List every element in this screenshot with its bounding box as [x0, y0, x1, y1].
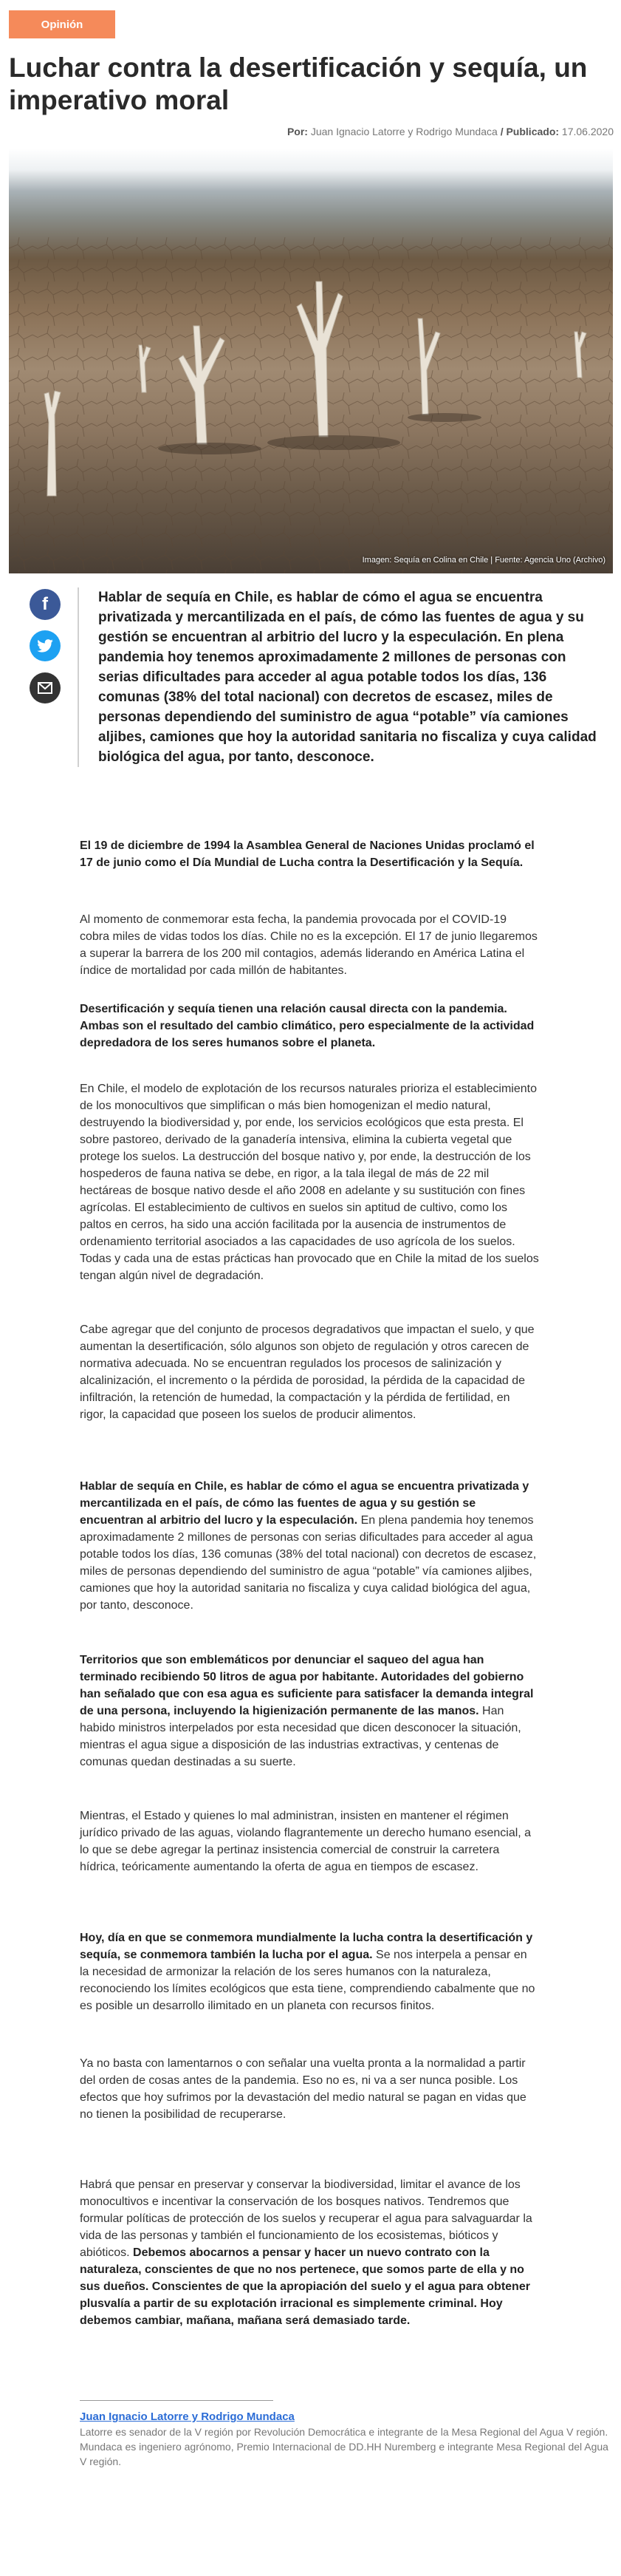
author-bio: Latorre es senador de la V región por Revolución Democrática e integrante de la Mesa Regional del Agua V región. Mundaca es ingeniero agrónomo, Premio Internacional de DD.HH Nuremberg e integrante Mesa Regional del Agua V región.: [80, 2426, 608, 2467]
article-title: Luchar contra la desertificación y sequía, un imperativo moral: [9, 52, 588, 115]
paragraph-3: Desertificación y sequía tienen una relación causal directa con la pandemia. Ambas son el resultado del cambio climático, pero especialmente de la actividad depredadora de los seres humanos sobre el planeta.: [80, 1003, 535, 1049]
byline-separator: /: [500, 126, 504, 137]
paragraph-1: El 19 de diciembre de 1994 la Asamblea General de Naciones Unidas proclamó el 17 de junio como el Día Mundial de Lucha contra la Desertificación y la Sequía.: [80, 839, 535, 869]
paragraph-9-bold: Hoy, día en que se conmemora mundialmente la lucha contra la desertificación y sequía, se conmemora también la lucha por el agua.: [80, 1932, 533, 1961]
paragraph-10: Ya no basta con lamentarnos o con señalar una vuelta pronta a la normalidad a partir del orden de cosas antes de la pandemia. Eso no es, ni va a ser nunca posible. Los efectos que hoy sufrimos por la devastación del medio natural se pagan en vidas que no tienen la posibilidad de recuperarse.: [80, 2057, 526, 2121]
paragraph-9-rest: Se nos interpela a pensar en la necesidad de armonizar la relación de los seres humanos con la naturaleza, reconociendo los límites ecológicos que esta tiene, comprendiendo cabalmente que no es posible un desarrollo ilimitado en un planeta con recursos finitos.: [80, 1949, 535, 2012]
email-icon: [38, 682, 52, 694]
byline: [287, 126, 614, 137]
paragraph-6-bold: Hablar de sequía en Chile, es hablar de cómo el agua se encuentra privatizada y mercantilizada en el país, de cómo las fuentes de agua y su gestión se encuentran al arbitrio del lucro y la especulación.: [80, 1480, 529, 1527]
paragraph-9: [80, 1929, 539, 2014]
hero-caption: Imagen: Sequía en Colina en Chile | Fuente: Agencia Uno (Archivo): [362, 556, 605, 565]
author-divider: [80, 2400, 273, 2401]
twitter-icon: [37, 639, 53, 652]
share-facebook-button[interactable]: [30, 589, 61, 620]
paragraph-7-bold: Territorios que son emblemáticos por denunciar el saqueo del agua han terminado recibiendo 50 litros de agua por habitante. Autoridades del gobierno han señalado que con esa agua es suficiente para satisfacer la demanda integral de una persona, incluyendo la higienización permanente de las manos.: [80, 1654, 534, 1717]
byline-authors[interactable]: Juan Ignacio Latorre y Rodrigo Mundaca: [310, 126, 498, 137]
category-badge[interactable]: Opinión: [9, 10, 115, 38]
paragraph-11-bold: Debemos abocarnos a pensar y hacer un nuevo contrato con la naturaleza, conscientes de que no nos pertenece, que somos parte de ella y no sus dueños. Conscientes de que la apropiación del suelo y el agua para obtener plusvalía a partir de su explotación irracional es simplemente criminal. Hoy debemos cambiar, mañana, mañana será demasiado tarde.: [80, 2246, 530, 2327]
share-email-button[interactable]: [30, 672, 61, 703]
lead-paragraph: Hablar de sequía en Chile, es hablar de cómo el agua se encuentra privatizada y mercantilizada en el país, de cómo las fuentes de agua y su gestión se encuentran al arbitrio del lucro y la especulación. En plena pandemia hoy tenemos aproximadamente 2 millones de personas con serias dificultades para acceder al agua potable todos los días, 136 comunas (38% del total nacional) con decretos de escasez, miles de personas dependiendo del suministro de agua “potable” vía camiones aljibes, camiones que hoy la autoridad sanitaria no fiscaliza y cuya calidad biológica del agua, por tanto, desconoce.: [78, 587, 609, 767]
paragraph-7-rest: Han habido ministros interpelados por esta necesidad que dicen desconocer la situación, mientras el agua sigue a disposición de las industrias extractivas, y centenas de comunas quedan destinadas a su suerte.: [80, 1705, 521, 1768]
author-name-link[interactable]: Juan Ignacio Latorre y Rodrigo Mundaca: [80, 2410, 295, 2423]
paragraph-5: Cabe agregar que del conjunto de procesos degradativos que impactan el suelo, y que aumentan la desertificación, sólo algunos son objeto de regulación y otros carecen de normativa adecuada. No se encuentran regulados los procesos de salinización y alcalinización, el incremento o la pérdida de porosidad, la pérdida de la capacidad de infiltración, la retención de humedad, la compactación y la pérdida de fertilidad, en rigor, la capacidad que poseen los suelos de producir alimentos.: [80, 1323, 535, 1421]
hero-image: [9, 149, 613, 573]
paragraph-2: Al momento de conmemorar esta fecha, la pandemia provocada por el COVID-19 cobra miles de vidas todos los días. Chile no es la excepción. El 17 de junio llegaremos a superar la barrera de los 200 mil contagios, además liderando en América Latina el índice de mortalidad por cada millón de habitantes.: [80, 913, 538, 977]
paragraph-4: En Chile, el modelo de explotación de los recursos naturales prioriza el establecimiento de los monocultivos que simplifican o más bien homogenizan el medio natural, destruyendo la biodiversidad y, por ende, los servicios ecológicos que esta presta. El sobre pastoreo, derivado de la ganadería intensiva, elimina la cubierta vegetal que protege los suelos. La destrucción del bosque nativo y, por ende, la destrucción de los hospederos de fauna nativa se debe, en rigor, a la tala ilegal de más de 22 mil hectáreas de bosque nativo desde el año 2008 en adelante y su sustitución con fines agrícolas. El establecimiento de cultivos en suelos sin aptitud de cultivo, como los paltos en cerros, ha sido una acción facilitada por la ausencia de instrumentos de ordenamiento territorial asociados a las capacidades de uso agrícola de los suelos. Todas y cada una de estas prácticas han provocado que en Chile la mitad de los suelos tengan algún nivel de degradación.: [80, 1083, 539, 1282]
byline-published-label: Publicado:: [506, 126, 560, 137]
paragraph-6-rest: En plena pandemia hoy tenemos aproximadamente 2 millones de personas con serias dificultades para acceder al agua potable todos los días, 136 comunas (38% del total nacional) con decretos de escasez, miles de personas dependiendo del suministro de agua “potable” vía camiones aljibes, camiones que hoy la autoridad sanitaria no fiscaliza y cuya calidad biológica del agua, por tanto, desconoce.: [80, 1514, 537, 1612]
byline-por-label: Por:: [287, 126, 308, 137]
paragraph-11: [80, 2176, 539, 2329]
share-twitter-button[interactable]: [30, 630, 61, 661]
paragraph-7: [80, 1652, 539, 1771]
dead-trees-illustration: [9, 149, 613, 573]
byline-date: 17.06.2020: [561, 126, 614, 137]
paragraph-6: [80, 1478, 539, 1614]
paragraph-8: Mientras, el Estado y quienes lo mal administran, insisten en mantener el régimen jurídico privado de las aguas, violando flagrantemente un derecho humano esencial, a lo que se debe agregar la pertinaz insistencia comercial de construir la carretera hídrica, teóricamente aumentando la oferta de agua en tiempos de escasez.: [80, 1810, 532, 1873]
facebook-icon: f: [42, 594, 48, 614]
paragraph-11-rest: Habrá que pensar en preservar y conservar la biodiversidad, limitar el avance de los monocultivos e incentivar la conservación de los bosques nativos. Tendremos que formular políticas de protección de los suelos y recuperar el agua para salvaguardar la vida de las personas y también el funcionamiento de los ecosistemas, bióticos y abióticos.: [80, 2178, 532, 2259]
